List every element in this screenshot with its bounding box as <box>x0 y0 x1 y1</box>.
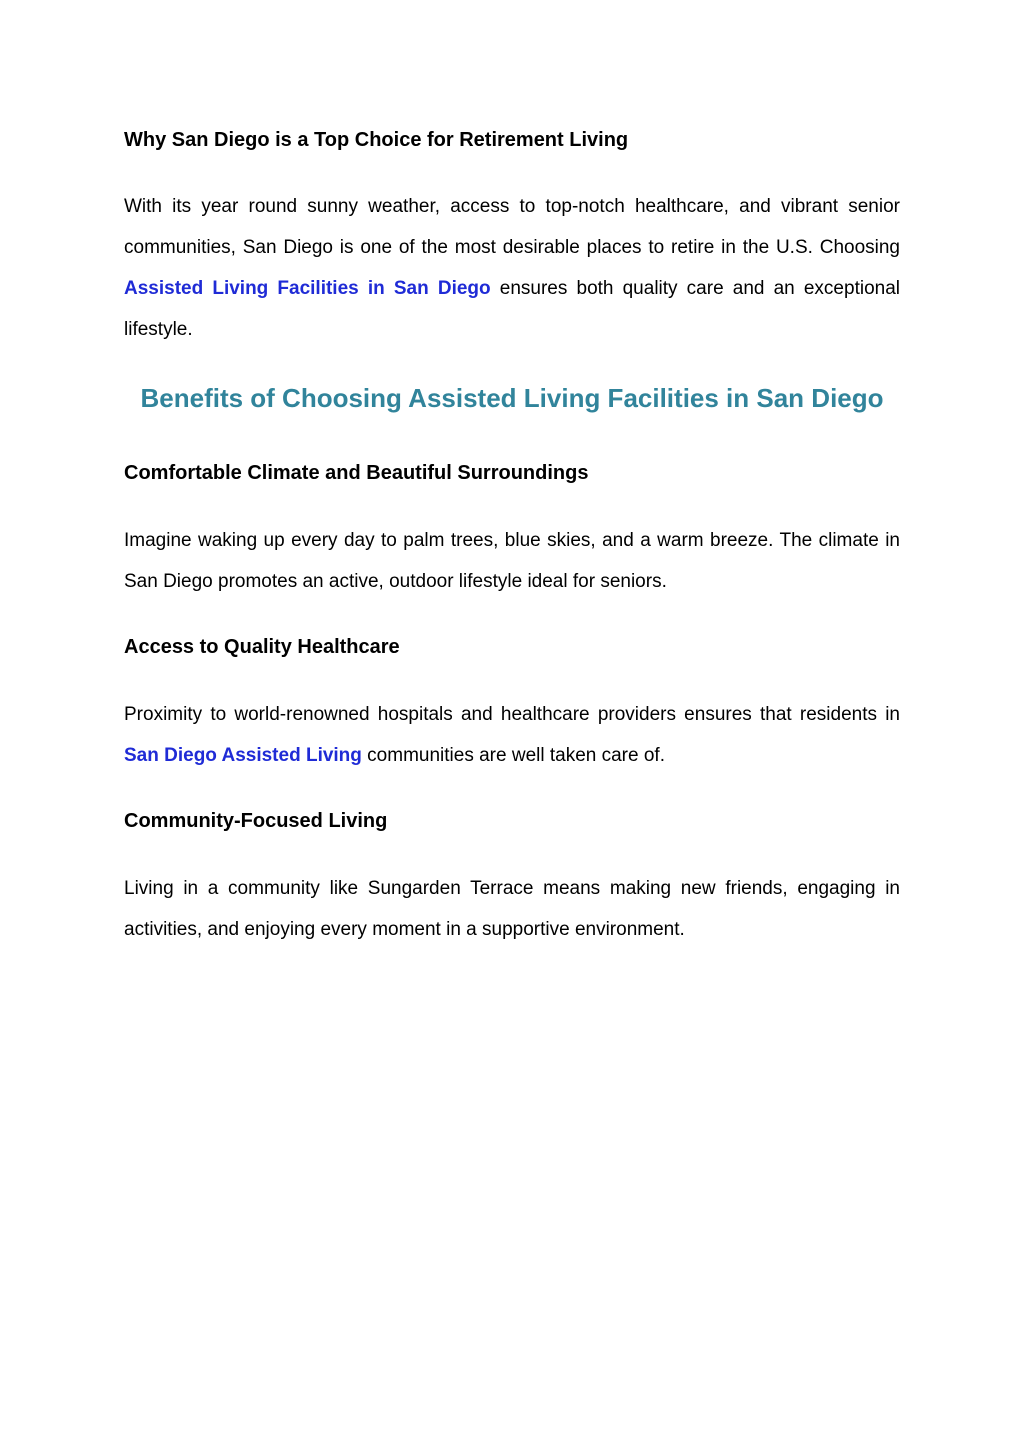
paragraph-text: ensures both quality care and an exceptional lifestyle. <box>124 278 900 340</box>
paragraph-text: communities are well taken care of. <box>361 745 665 766</box>
section-heading-healthcare: Access to Quality Healthcare <box>124 636 400 658</box>
section-heading-community: Community-Focused Living <box>124 810 388 832</box>
paragraph-climate: Imagine waking up every day to palm trees, blue skies, and a warm breeze. The climate in San Diego promotes an active, outdoor lifestyle ideal for seniors. <box>124 530 900 592</box>
section-heading-why-san-diego: Why San Diego is a Top Choice for Retirement Living <box>124 129 629 151</box>
san-diego-assisted-living-link[interactable]: San Diego Assisted Living <box>124 745 362 766</box>
paragraph-why-san-diego <box>124 186 900 350</box>
paragraph-community: Living in a community like Sungarden Terrace means making new friends, engaging in activities, and enjoying every moment in a supportive environment. <box>124 878 900 940</box>
paragraph-text: Proximity to world-renowned hospitals and healthcare providers ensures that residents in <box>124 704 900 725</box>
assisted-living-facilities-link[interactable]: Assisted Living Facilities in San Diego <box>124 278 491 299</box>
section-heading-climate: Comfortable Climate and Beautiful Surroundings <box>124 462 589 484</box>
main-heading-benefits: Benefits of Choosing Assisted Living Facilities in San Diego <box>140 383 884 413</box>
paragraph-healthcare <box>124 694 900 776</box>
paragraph-text: With its year round sunny weather, access to top-notch healthcare, and vibrant senior communities, San Diego is one of the most desirable places to retire in the U.S. Choosing <box>124 196 900 258</box>
